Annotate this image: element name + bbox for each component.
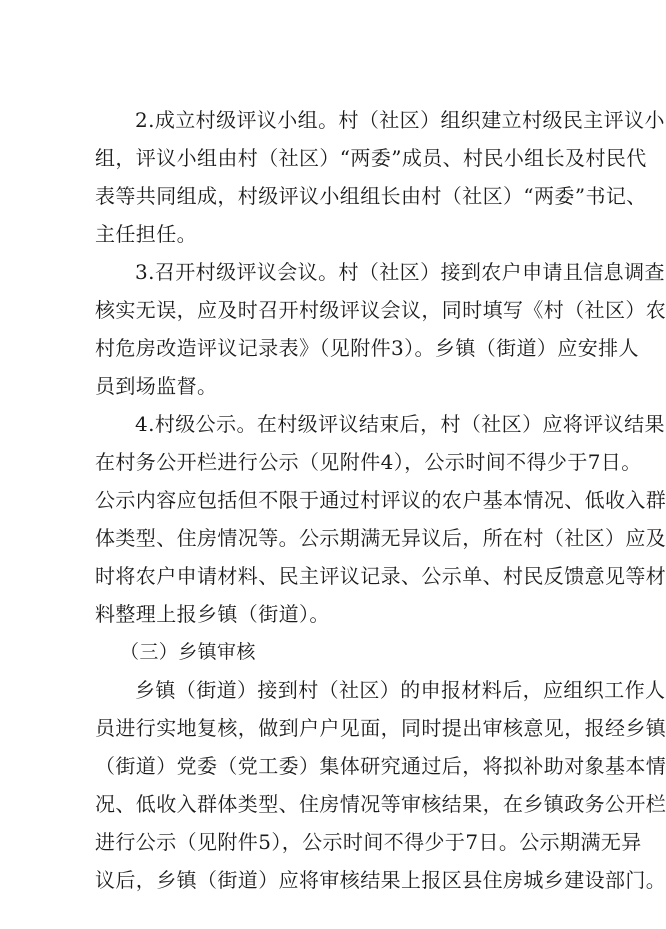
- paragraph-2-line-1: 2.成立村级评议小组。村（社区）组织建立村级民主评议小: [135, 108, 665, 132]
- paragraph-2-line-4: 主任担任。: [95, 222, 197, 246]
- paragraph-5-line-1: 乡镇（街道）接到村（社区）的申报材料后，应组织工作人: [135, 678, 666, 702]
- paragraph-4-line-2: 在村务公开栏进行公示（见附件4），公示时间不得少于7日。: [95, 450, 642, 474]
- section-heading-township-review: （三）乡镇审核: [120, 641, 256, 663]
- paragraph-3-line-4: 员到场监督。: [95, 374, 218, 398]
- paragraph-2-line-2: 组，评议小组由村（社区）“两委”成员、村民小组长及村民代: [95, 146, 647, 170]
- paragraph-4-line-4: 体类型、住房情况等。公示期满无异议后，所在村（社区）应及: [95, 526, 666, 550]
- paragraph-3-line-3: 村危房改造评议记录表》（见附件3）。乡镇（街道）应安排人: [95, 336, 639, 360]
- paragraph-4-line-5: 时将农户申请材料、民主评议记录、公示单、村民反馈意见等材: [95, 564, 666, 588]
- paragraph-5-line-2: 员进行实地复核，做到户户见面，同时提出审核意见，报经乡镇: [95, 716, 666, 740]
- paragraph-5-line-3: （街道）党委（党工委）集体研究通过后，将拟补助对象基本情: [95, 754, 666, 778]
- paragraph-3-line-1: 3.召开村级评议会议。村（社区）接到农户申请且信息调查: [135, 260, 665, 284]
- paragraph-4-line-1: 4.村级公示。在村级评议结束后，村（社区）应将评议结果: [135, 412, 665, 436]
- paragraph-5-line-6: 议后，乡镇（街道）应将审核结果上报区县住房城乡建设部门。: [95, 868, 666, 892]
- paragraph-3-line-2: 核实无误，应及时召开村级评议会议，同时填写《村（社区）农: [95, 298, 666, 322]
- paragraph-5-line-4: 况、低收入群体类型、住房情况等审核结果，在乡镇政务公开栏: [95, 792, 666, 816]
- paragraph-4-line-6: 料整理上报乡镇（街道）。: [95, 602, 330, 626]
- paragraph-5-line-5: 进行公示（见附件5），公示时间不得少于7日。公示期满无异: [95, 830, 642, 854]
- paragraph-2-line-3: 表等共同组成，村级评议小组组长由村（社区）“两委”书记、: [95, 184, 647, 208]
- paragraph-4-line-3: 公示内容应包括但不限于通过村评议的农户基本情况、低收入群: [95, 488, 666, 512]
